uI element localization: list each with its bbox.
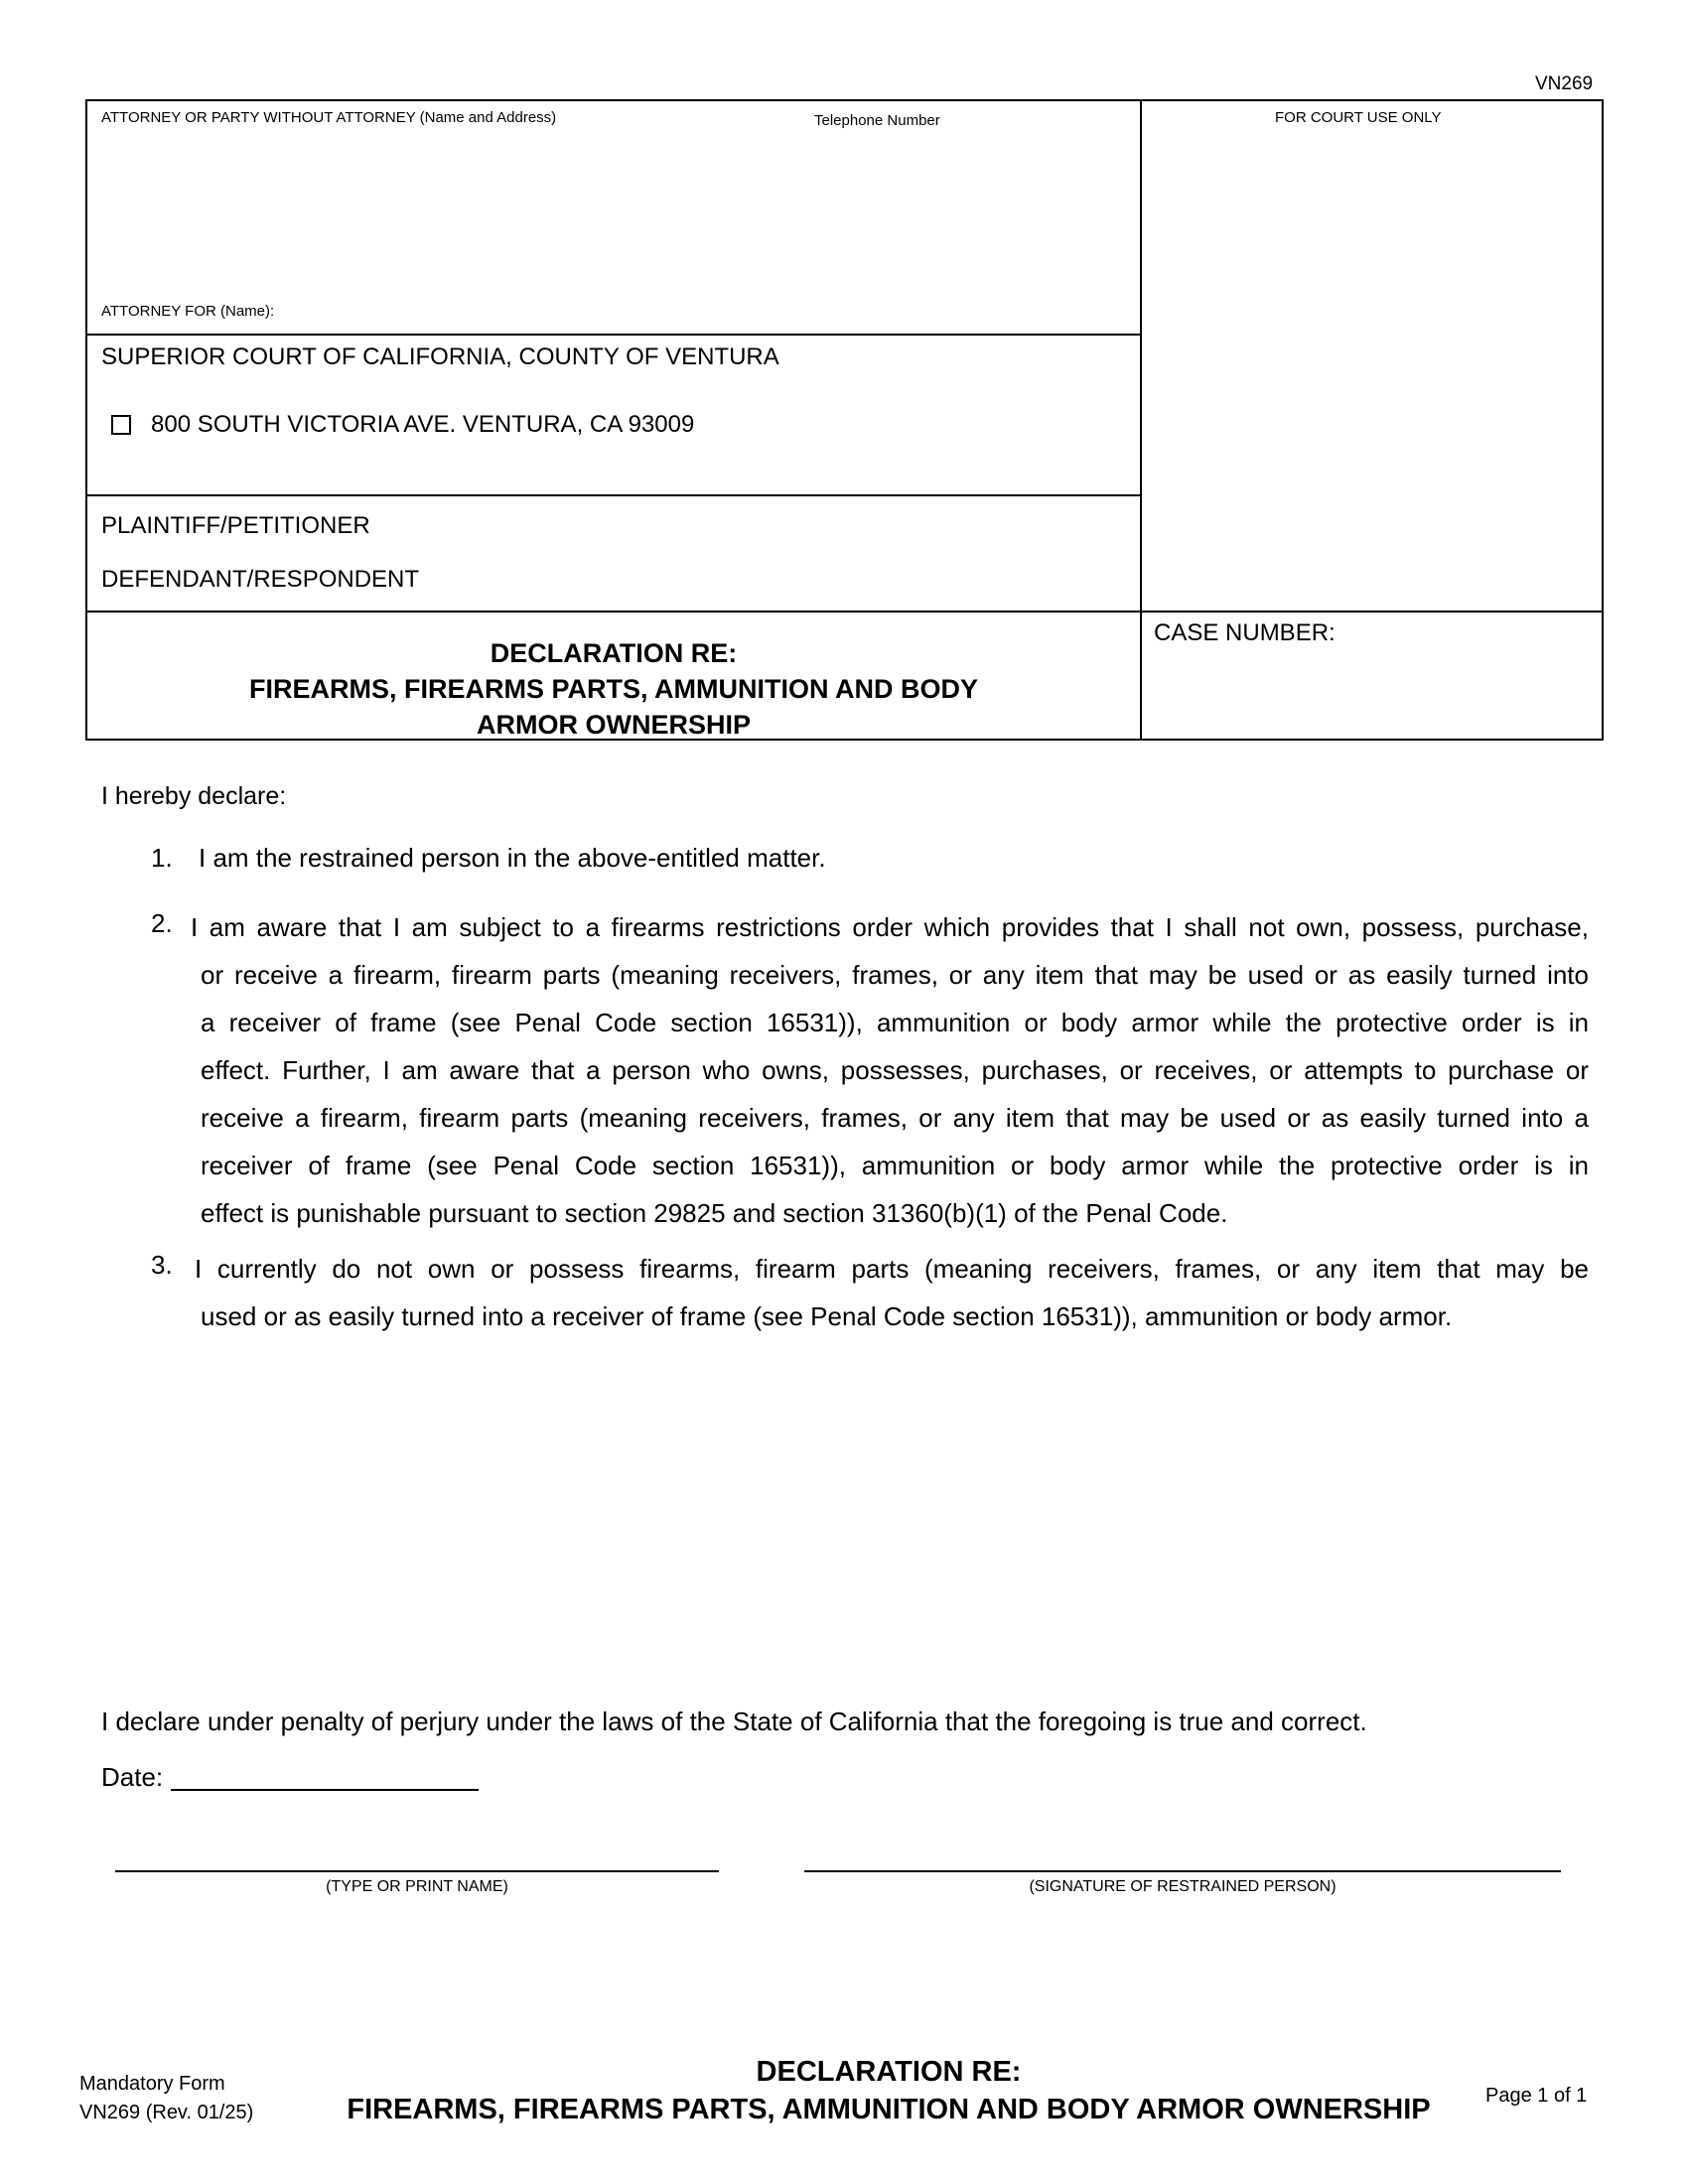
- footer-title-line-2: FIREARMS, FIREARMS PARTS, AMMUNITION AND BODY ARMOR OWNERSHIP: [347, 2094, 1431, 2125]
- mandatory-form-label: Mandatory Form: [79, 2073, 225, 2095]
- footer-form-info: [79, 2070, 253, 2127]
- signature-field[interactable]: [804, 1870, 1561, 1872]
- item-2-number: 2.: [151, 908, 173, 938]
- caption-divider-title: [85, 611, 1604, 613]
- court-name: SUPERIOR COURT OF CALIFORNIA, COUNTY OF VENTURA: [101, 343, 779, 370]
- caption-divider-parties: [85, 494, 1140, 496]
- intro-text: I hereby declare:: [101, 782, 287, 810]
- item-1-text: I am the restrained person in the above-entitled matter.: [199, 843, 826, 873]
- item-2-line: I am aware that I am subject to a firearms restrictions order which provides that I shall not own, possess, purchase,: [191, 912, 1589, 942]
- signature-caption: (SIGNATURE OF RESTRAINED PERSON): [1029, 1878, 1336, 1895]
- item-2-line: receiver of frame (see Penal Code section 16531)), ammunition or body armor while the protective order is in: [201, 1151, 1589, 1180]
- attorney-label: ATTORNEY OR PARTY WITHOUT ATTORNEY (Name and Address): [101, 109, 557, 126]
- revision-label: VN269 (Rev. 01/25): [79, 2102, 254, 2123]
- item-2-line: a receiver of frame (see Penal Code section 16531)), ammunition or body armor while the protective order is in: [201, 1008, 1589, 1037]
- item-2-line: effect. Further, I am aware that a person who owns, possesses, purchases, or receives, or attempts to purchase or: [201, 1055, 1589, 1085]
- page-number: Page 1 of 1: [1485, 2085, 1588, 2107]
- date-field[interactable]: [171, 1789, 479, 1791]
- item-2-line: receive a firearm, firearm parts (meaning receivers, frames, or any item that may be used or as easily turned into a: [201, 1103, 1589, 1133]
- title-line-1: DECLARATION RE:: [490, 638, 738, 668]
- print-name-field[interactable]: [115, 1870, 719, 1872]
- caption-divider-court: [85, 334, 1140, 336]
- court-address-checkbox[interactable]: [111, 415, 131, 435]
- item-3-line: used or as easily turned into a receiver of frame (see Penal Code section 16531)), ammunition or body armor.: [201, 1301, 1453, 1331]
- item-2-line: or receive a firearm, firearm parts (meaning receivers, frames, or any item that may be used or as easily turned into: [201, 960, 1589, 990]
- perjury-statement: I declare under penalty of perjury under the laws of the State of California that the foregoing is true and correct.: [101, 1706, 1367, 1736]
- telephone-label: Telephone Number: [814, 112, 940, 129]
- document-title: [149, 635, 1078, 743]
- date-label: Date:: [101, 1762, 164, 1792]
- attorney-for-label: ATTORNEY FOR (Name):: [101, 303, 275, 320]
- title-line-3: ARMOR OWNERSHIP: [477, 710, 751, 740]
- defendant-label: DEFENDANT/RESPONDENT: [101, 566, 420, 593]
- court-use-label: FOR COURT USE ONLY: [1275, 109, 1442, 126]
- form-code: VN269: [1535, 73, 1594, 94]
- footer-title-line-1: DECLARATION RE:: [756, 2056, 1022, 2088]
- item-3-number: 3.: [151, 1250, 173, 1280]
- item-2-line: effect is punishable pursuant to section 29825 and section 31360(b)(1) of the Penal Code.: [201, 1198, 1228, 1228]
- footer-title: [298, 2053, 1479, 2128]
- court-address: 800 SOUTH VICTORIA AVE. VENTURA, CA 93009: [151, 411, 695, 438]
- item-3-line: I currently do not own or possess firearms, firearm parts (meaning receivers, frames, or any item that may be: [195, 1254, 1589, 1284]
- print-name-caption: (TYPE OR PRINT NAME): [326, 1878, 508, 1895]
- plaintiff-label: PLAINTIFF/PETITIONER: [101, 512, 370, 539]
- item-2-paragraph: [191, 903, 1589, 1237]
- item-1-number: 1.: [151, 843, 173, 873]
- title-line-2: FIREARMS, FIREARMS PARTS, AMMUNITION AND BODY: [249, 674, 978, 704]
- case-number-label: CASE NUMBER:: [1154, 619, 1336, 646]
- item-3-paragraph: [195, 1245, 1589, 1340]
- caption-vertical-divider: [1140, 99, 1142, 741]
